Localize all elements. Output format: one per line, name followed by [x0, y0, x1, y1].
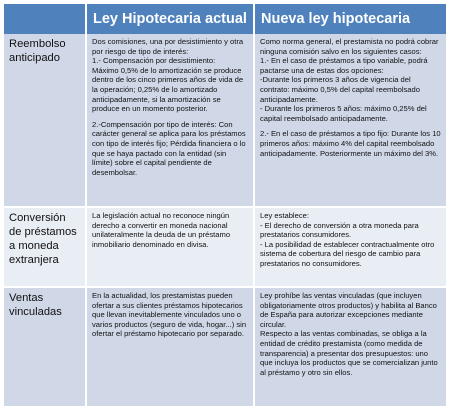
- paragraph: En la actualidad, los prestamistas pueden ofertar a sus clientes préstamos hipotecarios que llevan inevitablemente vinculados uno o varios productos (seguro de vida, hogar...) sin ofertar el préstamo hipotecario por separado.: [92, 291, 247, 339]
- paragraph: La legislación actual no reconoce ningún derecho a convertir en moneda nacional unilateralmente la deuda de un préstamo inmobiliario denominado en divisa.: [92, 211, 231, 249]
- paragraph: Dos comisiones, una por desistimiento y otra por riesgo de tipo de interés:: [92, 37, 244, 56]
- paragraph: - El derecho de conversión a otra moneda para prestatarios consumidores.: [260, 220, 419, 240]
- table-row-conversion: [4, 207, 446, 287]
- cell-ventas-actual: [86, 287, 254, 406]
- header-nueva-ley: Nueva ley hipotecaria: [254, 4, 446, 34]
- paragraph: Máximo 0,5% de lo amortización se produce dentro de los cinco primeros años de vida de la operación; 0,25% de lo amortizado anticipadamente, si la amortización se produce en un momento posterior.: [92, 65, 244, 114]
- paragraph: -Durante los primeros 3 años de vigencia del contrato: máximo 0,5% del capital reembolsado anticipadamente.: [260, 75, 420, 104]
- paragraph: 1.- Compensación por desistimiento:: [92, 56, 216, 66]
- paragraph: - Durante los primeros 5 años: máximo 0,25% del capital reembolsado anticipadamente.: [260, 104, 427, 123]
- paragraph: Como norma general, el prestamista no podrá cobrar ninguna comisión salvo en los siguientes casos:: [260, 37, 439, 56]
- header-corner-cell: [4, 4, 86, 34]
- cell-conversion-actual: [86, 207, 254, 287]
- paragraph: Respecto a las ventas combinadas, se obliga a la entidad de crédito prestamista (como medida de transparencia) a presentar dos presupuestos: uno que incluya los productos que se comercializan junto al préstamo y otro sin ellos.: [260, 329, 438, 377]
- comparison-table: [4, 4, 446, 406]
- row-label-conversion: Conversión de préstamos a moneda extranjera: [4, 207, 86, 287]
- paragraph: Ley prohíbe las ventas vinculadas (que incluyen obligatoriamente otros productos) y habilita al Banco de España para autorizar excepciones mediante circular.: [260, 291, 437, 329]
- cell-ventas-nueva: [254, 287, 446, 406]
- header-row: [4, 4, 446, 34]
- paragraph: Ley establece:: [260, 211, 309, 220]
- row-label-ventas: Ventas vinculadas: [4, 287, 86, 406]
- header-ley-actual: Ley Hipotecaria actual: [86, 4, 254, 34]
- paragraph: - La posibilidad de establecer contractualmente otro sistema de cobertura del riesgo de cambio para prestatarios no consumidores.: [260, 239, 435, 268]
- cell-reembolso-actual: [86, 34, 254, 207]
- paragraph: 2.-Compensación por tipo de interés: Con carácter general se aplica para los préstamos con tipo de interés fijo; Pérdida financiera o lo que se haya pactado con la entidad (sin límite) sobre el capital pendiente de desembolsar.: [92, 119, 246, 177]
- table-row-ventas: [4, 287, 446, 406]
- row-label-reembolso: Reembolso anticipado: [4, 34, 86, 207]
- paragraph: 2.- En el caso de préstamos a tipo fijo: Durante los 10 primeros años: máximo 4% del capital reembolsado anticipadamente. Posteriormente un máximo del 3%.: [260, 129, 441, 158]
- table-row-reembolso: [4, 34, 446, 207]
- cell-conversion-nueva: [254, 207, 446, 287]
- paragraph: 1.- En el caso de préstamos a tipo variable, podrá pactarse una de estas dos opciones:: [260, 56, 428, 75]
- cell-reembolso-nueva: [254, 34, 446, 207]
